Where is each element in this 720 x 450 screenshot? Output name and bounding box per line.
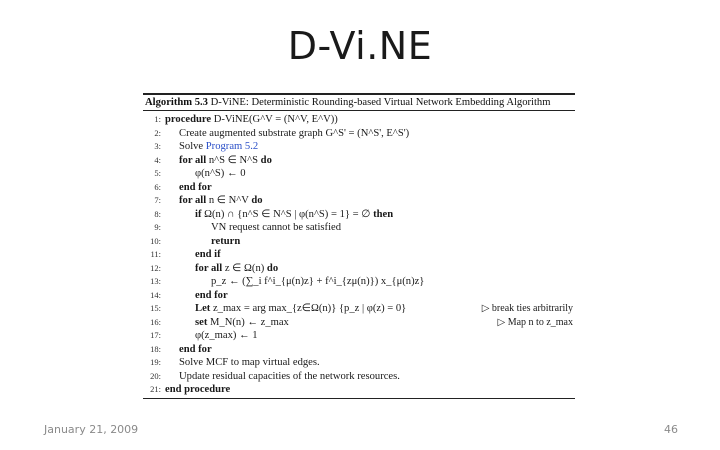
algorithm-line bbox=[143, 356, 575, 370]
algorithm-line bbox=[143, 329, 575, 343]
algorithm-line bbox=[143, 370, 575, 384]
algorithm-line bbox=[143, 248, 575, 262]
algorithm-line bbox=[143, 194, 575, 208]
line-code: for all n^S ∈ N^S do bbox=[179, 154, 272, 166]
algorithm-line bbox=[143, 235, 575, 249]
algorithm-line bbox=[143, 262, 575, 276]
line-code: p_z ← (∑_i f^i_{μ(n)z} + f^i_{zμ(n)}) x_{μ(n)z} bbox=[211, 276, 425, 287]
line-code: procedure D-ViNE(G^V = (N^V, E^V)) bbox=[165, 114, 338, 125]
algorithm-line bbox=[143, 343, 575, 357]
line-code: for all z ∈ Ω(n) do bbox=[195, 262, 279, 274]
algorithm-line bbox=[143, 221, 575, 235]
algorithm-line bbox=[143, 316, 575, 330]
line-comment: ▷ Map n to z_max bbox=[497, 316, 573, 328]
line-number: 2: bbox=[154, 127, 161, 138]
line-code: end for bbox=[195, 289, 228, 301]
line-number: 17: bbox=[150, 330, 161, 340]
algorithm-line bbox=[143, 289, 575, 303]
algorithm-header bbox=[145, 97, 573, 108]
line-code: Update residual capacities of the network resources. bbox=[179, 370, 400, 382]
line-number: 6: bbox=[154, 181, 161, 192]
line-number: 9: bbox=[154, 222, 161, 232]
algorithm-line bbox=[143, 127, 575, 141]
line-code: end if bbox=[195, 249, 221, 260]
line-code: Let z_max = arg max_{z∈Ω(n)} {p_z | φ(z) = 0} bbox=[195, 303, 407, 314]
algorithm-line bbox=[143, 167, 575, 181]
algorithm-line bbox=[143, 181, 575, 195]
algorithm-line bbox=[143, 275, 575, 289]
algorithm-line bbox=[143, 208, 575, 222]
algorithm-line bbox=[143, 113, 575, 127]
footer-date: January 21, 2009 bbox=[44, 423, 139, 436]
line-number: 5: bbox=[154, 168, 161, 178]
line-number: 11: bbox=[150, 249, 161, 259]
line-number: 18: bbox=[150, 343, 161, 354]
line-code: Solve Program 5.2 bbox=[179, 141, 259, 152]
line-number: 3: bbox=[154, 141, 161, 151]
line-code: end procedure bbox=[165, 384, 231, 395]
line-number: 7: bbox=[154, 195, 161, 205]
line-number: 13: bbox=[150, 276, 161, 286]
line-number: 16: bbox=[150, 316, 161, 327]
algorithm-title: D-ViNE: Deterministic Rounding-based Virtual Network Embedding Algorithm bbox=[210, 97, 551, 108]
algorithm-header-rule bbox=[143, 110, 575, 111]
line-code: VN request cannot be satisfied bbox=[211, 222, 342, 233]
line-number: 4: bbox=[154, 154, 161, 165]
line-code: end for bbox=[179, 181, 212, 193]
page-number: 46 bbox=[664, 423, 678, 436]
line-number: 21: bbox=[150, 384, 161, 394]
line-number: 15: bbox=[150, 303, 161, 313]
line-code: end for bbox=[179, 343, 212, 355]
algorithm-body bbox=[143, 113, 575, 397]
line-code: if Ω(n) ∩ {n^S ∈ N^S | φ(n^S) = 1} = ∅ then bbox=[195, 208, 394, 220]
line-code: Create augmented substrate graph G^S' = (N^S', E^S') bbox=[179, 127, 410, 139]
line-number: 10: bbox=[150, 235, 161, 246]
line-number: 1: bbox=[154, 114, 161, 124]
line-number: 14: bbox=[150, 289, 161, 300]
algorithm-line bbox=[143, 140, 575, 154]
line-code: Solve MCF to map virtual edges. bbox=[179, 357, 320, 368]
algorithm-line bbox=[143, 302, 575, 316]
line-number: 20: bbox=[150, 370, 161, 381]
line-number: 19: bbox=[150, 357, 161, 367]
algorithm-bottom-rule bbox=[143, 398, 575, 399]
slide-title: D-Vi.NE bbox=[287, 24, 433, 68]
algorithm-line bbox=[143, 383, 575, 397]
line-code: set M_N(n) ← z_max bbox=[195, 316, 289, 328]
line-code: return bbox=[211, 235, 241, 247]
algorithm-figure bbox=[143, 93, 575, 399]
algorithm-line bbox=[143, 154, 575, 168]
line-comment: ▷ break ties arbitrarily bbox=[481, 303, 573, 314]
algorithm-top-rule bbox=[143, 93, 575, 95]
line-number: 8: bbox=[154, 208, 161, 219]
algorithm-number: Algorithm 5.3 bbox=[145, 97, 208, 108]
line-number: 12: bbox=[150, 262, 161, 273]
line-code: for all n ∈ N^V do bbox=[179, 195, 263, 206]
line-code: φ(n^S) ← 0 bbox=[195, 168, 246, 179]
line-code: φ(z_max) ← 1 bbox=[195, 330, 258, 341]
